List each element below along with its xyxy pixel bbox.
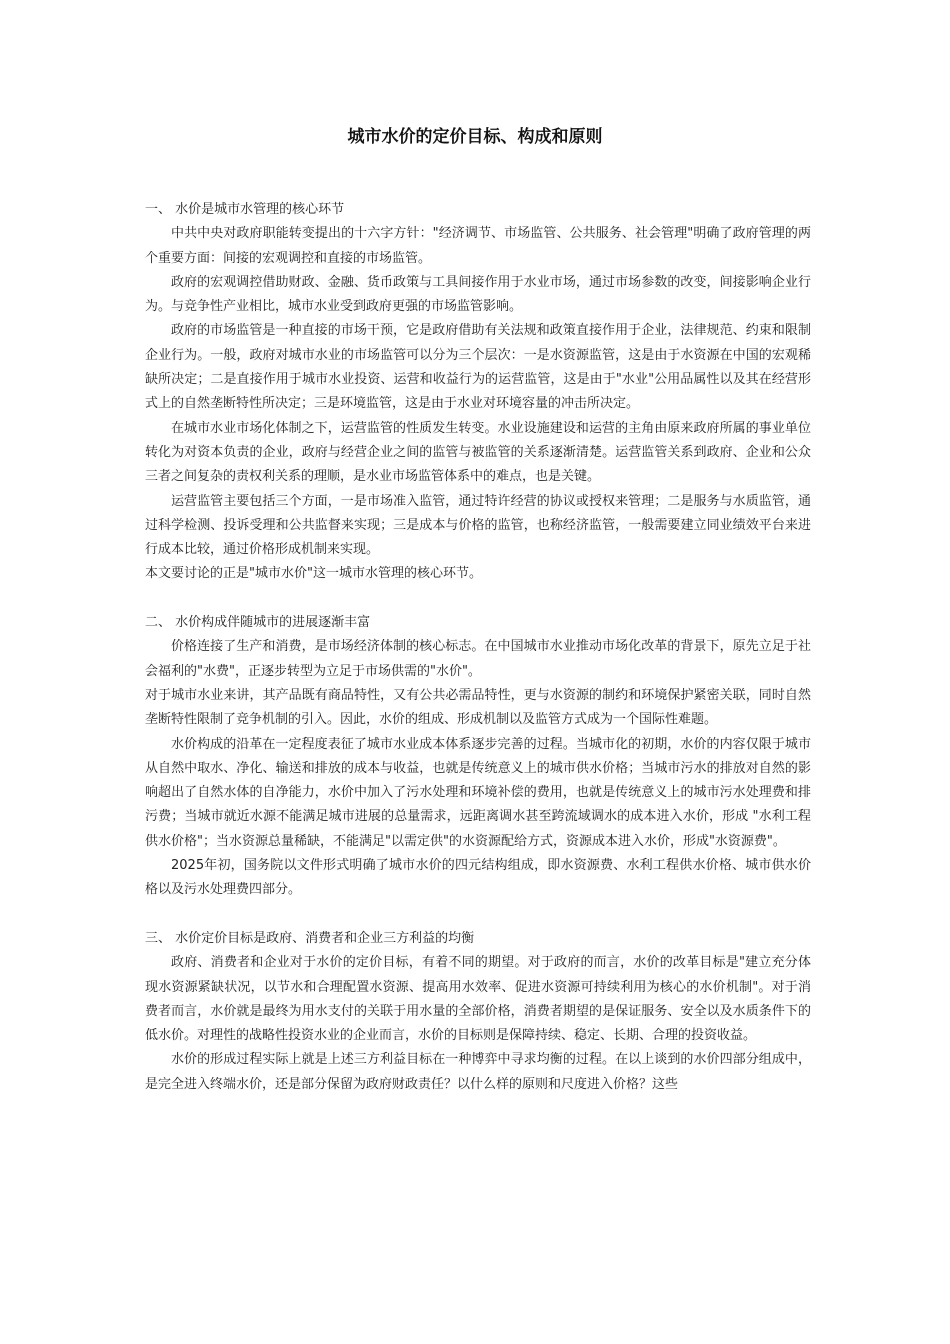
section-3-paragraph: 政府、消费者和企业对于水价的定价目标，有着不同的期望。对于政府的而言，水价的改革目标是"建立充分体现水资源紧缺状况，以节水和合理配置水资源、提高用水效率、促进水资源可持续利用为核心的水价机制"。对于消费者而言，水价就是最终为用水支付的关联于用水量的全部价格，消费者期望的是保证服务、安全以及水质条件下的低水价。对理性的战略性投资水业的企业而言，水价的目标则是保障持续、稳定、长期、合理的投资收益。 — [145, 955, 811, 1044]
section-1-paragraph: 在城市水业市场化体制之下，运营监管的性质发生转变。水业设施建设和运营的主角由原来政府所属的事业单位转化为对资本负责的企业，政府与经营企业之间的监管与被监管的关系逐渐清楚。运营监管关系到政府、企业和公众三者之间复杂的责权利关系的理顺，是水业市场监管体系中的难点，也是关键。 — [145, 420, 811, 485]
document-body — [145, 198, 811, 1097]
section-2-paragraph: 对于城市水业来讲，其产品既有商品特性，又有公共必需品特性，更与水资源的制约和环境保护紧密关联，同时自然垄断特性限制了竞争机制的引入。因此，水价的组成、形成机制以及监管方式成为一个国际性难题。 — [145, 687, 811, 728]
section-1-paragraph: 本文要讨论的正是"城市水价"这一城市水管理的核心环节。 — [145, 566, 482, 582]
section-3-heading: 三、 水价定价目标是政府、消费者和企业三方利益的均衡 — [145, 930, 475, 946]
section-1-heading: 一、 水价是城市水管理的核心环节 — [145, 202, 345, 217]
document-title: 城市水价的定价目标、构成和原则 — [347, 127, 603, 147]
section-2-paragraph: 2025年初，国务院以文件形式明确了城市水价的四元结构组成，即水资源费、水利工程供水价格、城市供水价格以及污水处理费四部分。 — [145, 858, 811, 898]
section-1-paragraph: 运营监管主要包括三个方面，一是市场准入监管，通过特许经营的协议或授权来管理；二是服务与水质监管，通过科学检测、投诉受理和公共监督来实现；三是成本与价格的监管，也称经济监管，一般需要建立同业绩效平台来进行成本比较，通过价格形成机制来实现。 — [145, 493, 811, 558]
section-1-paragraph: 中共中央对政府职能转变提出的十六字方针："经济调节、市场监管、公共服务、社会管理"明确了政府管理的两个重要方面：间接的宏观调控和直接的市场监管。 — [145, 226, 811, 266]
section-2-paragraph: 水价构成的沿革在一定程度表征了城市水业成本体系逐步完善的过程。当城市化的初期，水价的内容仅限于城市从自然中取水、净化、输送和排放的成本与收益，也就是传统意义上的城市供水价格；当城市污水的排放对自然的影响超出了自然水体的自净能力，水价中加入了污水处理和环境补偿的费用，也就是传统意义上的城市污水处理费和排污费；当城市就近水源不能满足城市进展的总量需求，远距离调水甚至跨流域调水的成本进入水价，形成 "水利工程供水价格"；当水资源总量稀缺，不能满足"以需定供"的水资源配给方式，资源成本进入水价，形成"水资源费"。 — [145, 736, 811, 849]
section-1-paragraph: 政府的宏观调控借助财政、金融、货币政策与工具间接作用于水业市场，通过市场参数的改变，间接影响企业行为。与竞争性产业相比，城市水业受到政府更强的市场监管影响。 — [145, 274, 811, 315]
section-1-paragraph: 政府的市场监管是一种直接的市场干预，它是政府借助有关法规和政策直接作用于企业，法律规范、约束和限制企业行为。一般，政府对城市水业的市场监管可以分为三个层次：一是水资源监管，这是由于水资源在中国的宏观稀缺所决定；二是直接作用于城市水业投资、运营和收益行为的运营监管，这是由于"水业"公用品属性以及其在经营形式上的自然垄断特性所决定；三是环境监管，这是由于水业对环境容量的冲击所决定。 — [145, 323, 811, 412]
section-spacer — [145, 903, 811, 927]
section-2-paragraph: 价格连接了生产和消费，是市场经济体制的核心标志。在中国城市水业推动市场化改革的背景下，原先立足于社会福利的"水费"，正逐步转型为立足于市场供需的"水价"。 — [145, 639, 811, 679]
section-2-heading: 二、 水价构成伴随城市的进展逐渐丰富 — [145, 615, 371, 631]
section-3-paragraph: 水价的形成过程实际上就是上述三方利益目标在一种博弈中寻求均衡的过程。在以上谈到的水价四部分组成中，是完全进入终端水价，还是部分保留为政府财政责任？以什么样的原则和尺度进入价格？这些 — [145, 1052, 811, 1092]
section-spacer — [145, 587, 811, 611]
